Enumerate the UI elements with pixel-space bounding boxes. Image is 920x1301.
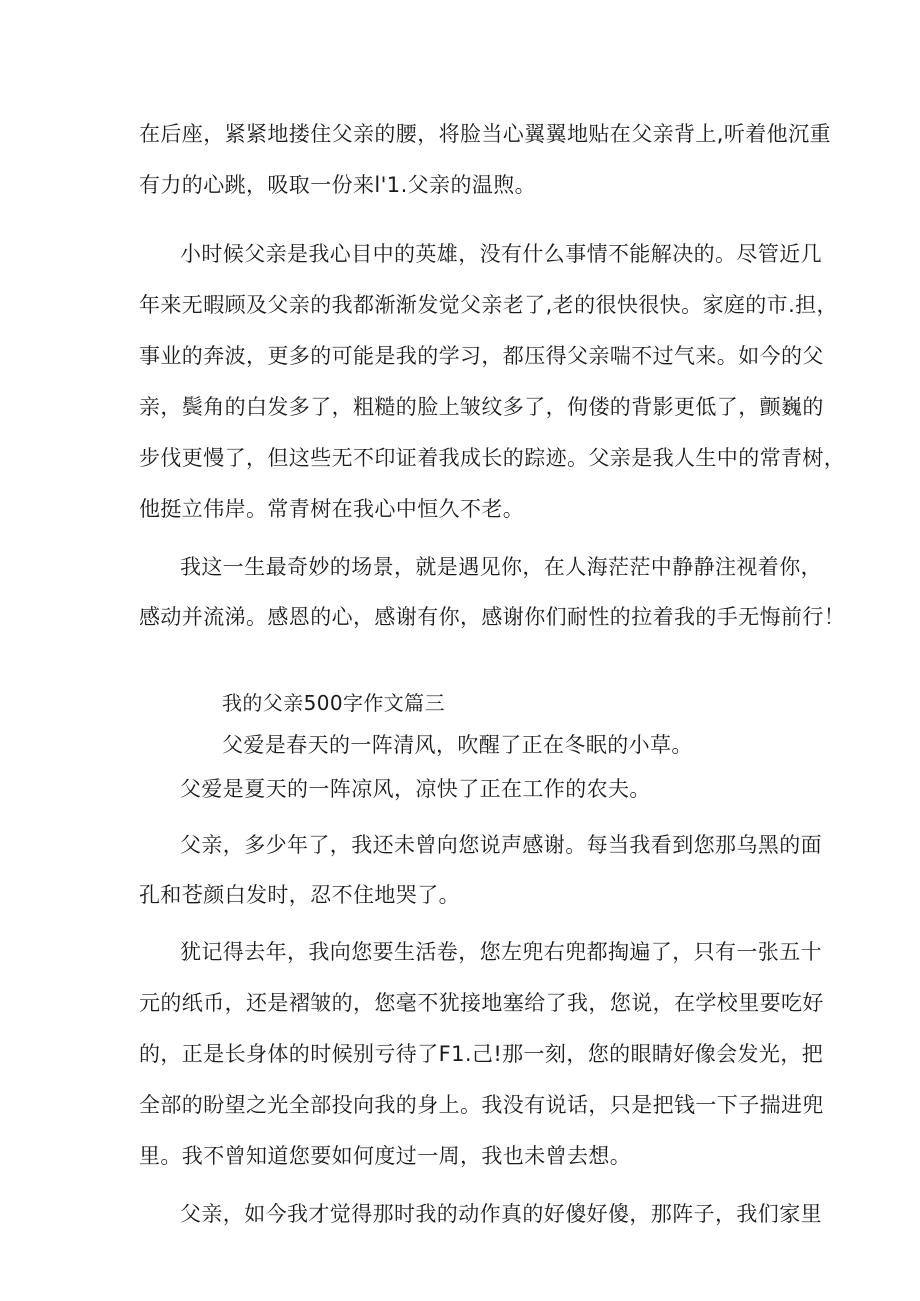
text-line: 父爱是春天的一阵清风，吹醒了正在冬眠的小草。 [222,733,693,757]
text-line: 我这一生最奇妙的场景，就是遇见你，在人海茫茫中静静注视着你， [180,555,822,579]
text-line: 事业的奔波，更多的可能是我的学习，都压得父亲喘不过气来。如今的父 [139,344,824,368]
text-line: 父亲，多少年了，我还未曾向您说声感谢。每当我看到您那乌黑的面 [180,833,822,857]
text-line: 感动并流涕。感恩的心，感谢有你，感谢你们耐性的拉着我的手无悔前行！ [139,605,846,629]
text-line: 步伐更慢了，但这些无不印证着我成长的踪迹。父亲是我人生中的常青树， [139,446,846,470]
text-line: 在后座，紧紧地搂住父亲的腰，将脸当心翼翼地贴在父亲背上,听着他沉重 [139,122,831,146]
text-line: 父亲，如今我才觉得那时我的动作真的好傻好傻，那阵子，我们家里 [180,1202,822,1226]
text-line: 犹记得去年，我向您要生活卷，您左兜右兜都掏遍了，只有一张五十 [180,940,822,964]
text-line: 全部的盼望之光全部投向我的身上。我没有说话，只是把钱一下子揣进兜 [139,1093,824,1117]
text-line: 小时候父亲是我心目中的英雄，没有什么事情不能解决的。尽管近几 [180,242,822,266]
text-line: 孔和苍颜白发时，忍不住地哭了。 [139,883,460,907]
text-line: 有力的心跳，吸取一份来l'1.父亲的温煦。 [139,173,537,197]
text-line: 里。我不曾知道您要如何度过一周，我也未曾去想。 [139,1144,632,1168]
section-title: 我的父亲500字作文篇三 [222,691,445,715]
text-line: 年来无暇顾及父亲的我都渐渐发觉父亲老了,老的很快很快。家庭的市.担， [139,293,838,317]
text-line: 的，正是长身体的时候别亏待了F1.己!那一刻，您的眼睛好像会发光，把 [139,1042,824,1066]
text-line: 父爱是夏天的一阵凉风，凉快了正在工作的农夫。 [180,777,651,801]
text-line: 元的纸币，还是褶皱的，您毫不犹接地塞给了我，您说，在学校里要吃好 [139,991,824,1015]
text-line: 亲，鬓角的白发多了，粗糙的脸上皱纹多了，佝偻的背影更低了，颤巍的 [139,395,824,419]
text-line: 他挺立伟岸。常青树在我心中恒久不老。 [139,497,525,521]
